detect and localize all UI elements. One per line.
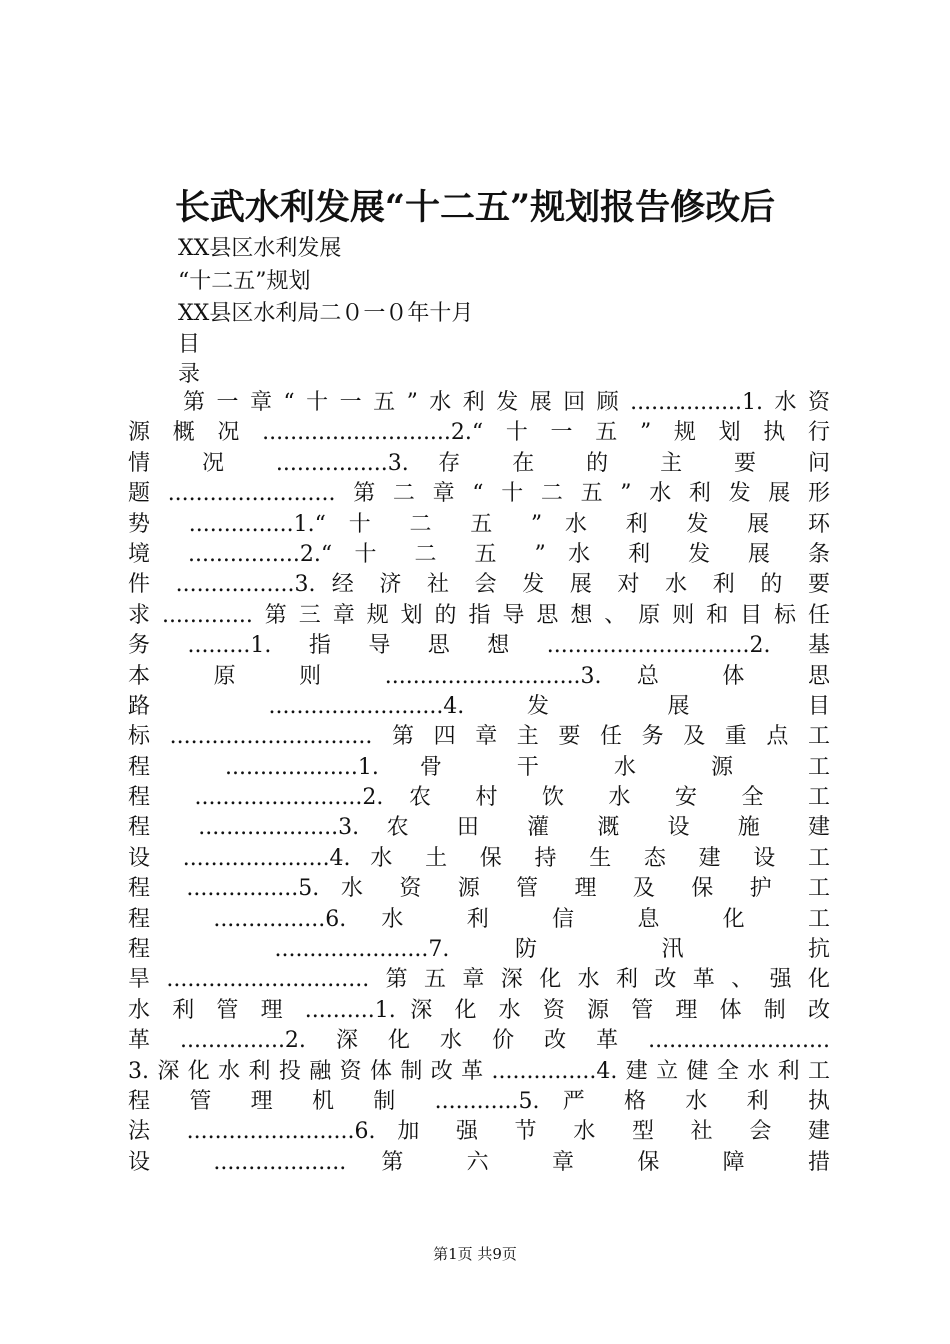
toc-line: 设 .....................4. 水 土 保 持 生 态 建 设 工: [128, 845, 830, 871]
toc-heading-char: 目: [178, 332, 201, 357]
toc-line: 革...............2.深化水价改革..........................: [128, 1028, 830, 1054]
toc-line: 题........................第二章“十二五”水利发展形: [128, 481, 830, 507]
table-of-contents: [128, 388, 830, 1178]
toc-line: 程 ....................3. 农 田 灌 溉 设 施 建: [128, 815, 830, 841]
toc-line: 程 ........................2. 农 村 饮 水 安 全 工: [128, 785, 830, 811]
toc-line: 情 况 ................3. 存 在 的 主 要 问: [128, 450, 830, 476]
toc-heading-char: 录: [178, 362, 201, 387]
toc-line: 程 ......................7. 防 汛 抗: [128, 937, 830, 963]
page-number-footer: 第1页 共9页: [433, 1245, 517, 1263]
toc-line: 件 .................3. 经 济 社 会 发 展 对 水 利 的 要: [128, 572, 830, 598]
toc-line: 设 ................... 第 六 章 保 障 措: [128, 1149, 830, 1175]
toc-line: 程 管 理 机 制 ............5. 严 格 水 利 执: [128, 1088, 830, 1114]
toc-line: 务.........1.指导思想.............................2.基: [128, 633, 830, 659]
document-title: 长武水利发展“十二五”规划报告修改后: [174, 187, 776, 228]
toc-line: 3.深化水利投融资体制改革...............4.建立健全水利工: [128, 1058, 830, 1084]
toc-line: 第一章“十一五”水利发展回顾................1.水资: [183, 390, 830, 415]
subtitle-line: XX县区水利发展: [178, 236, 342, 261]
toc-line: 水 利 管 理 ..........1. 深 化 水 资 源 管 理 体 制 改: [128, 997, 830, 1023]
toc-line: 路 .........................4. 发 展 目: [128, 693, 830, 719]
toc-line: 标.............................第四章主要任务及重点工: [128, 724, 830, 750]
toc-line: 旱.............................第五章深化水利改革、强化: [128, 967, 830, 993]
toc-line: 程 ................6. 水 利 信 息 化 工: [128, 906, 830, 932]
toc-line: 法 ........................6. 加 强 节 水 型 社 会 建: [128, 1119, 830, 1145]
toc-line: 源概况...........................2.“十一五”规划执行: [128, 420, 830, 446]
toc-line: 境 ................2.“ 十 二 五 ” 水 利 发 展 条: [128, 541, 830, 567]
toc-line: 程 ...................1. 骨 干 水 源 工: [128, 754, 830, 780]
toc-line: 求.............第三章规划的指导思想、原则和目标任: [128, 602, 830, 628]
toc-line: 程 ................5. 水 资 源 管 理 及 保 护 工: [128, 876, 830, 902]
subtitle-line: XX县区水利局二０一０年十月: [178, 301, 474, 326]
toc-line: 势 ...............1.“ 十 二 五 ” 水 利 发 展 环: [128, 511, 830, 537]
toc-line: 本 原 则 ............................3. 总 体 思: [128, 663, 830, 689]
subtitle-line: “十二五”规划: [178, 269, 311, 294]
